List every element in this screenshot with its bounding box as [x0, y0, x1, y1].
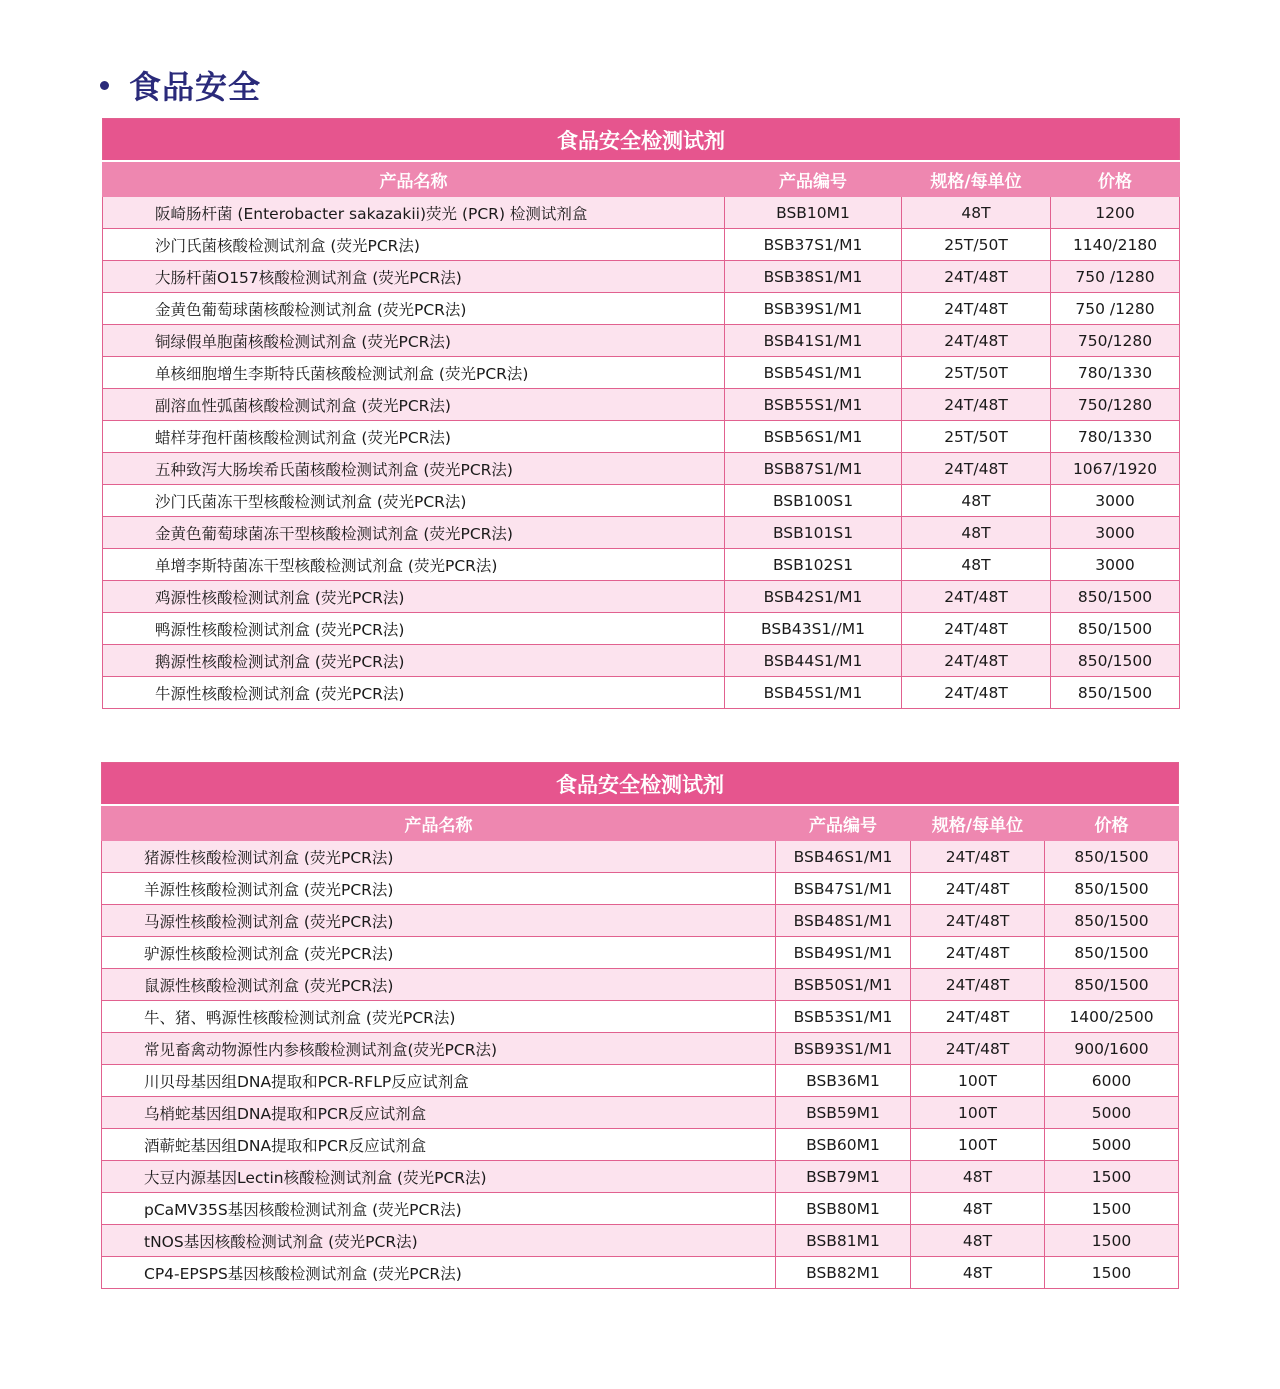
- product-code-cell: BSB101S1: [725, 517, 902, 549]
- product-code-cell: BSB37S1/M1: [725, 229, 902, 261]
- column-header-price: 价格: [1045, 805, 1179, 841]
- product-code-cell: BSB44S1/M1: [725, 645, 902, 677]
- table-row: [102, 1097, 1179, 1129]
- product-price-cell: 850/1500: [1045, 905, 1179, 937]
- product-code-cell: BSB56S1/M1: [725, 421, 902, 453]
- table-row: [103, 325, 1180, 357]
- product-name-cell: 乌梢蛇基因组DNA提取和PCR反应试剂盒: [102, 1097, 776, 1129]
- product-code-cell: BSB59M1: [776, 1097, 911, 1129]
- product-code-cell: BSB82M1: [776, 1257, 911, 1289]
- product-price-cell: 1067/1920: [1051, 453, 1180, 485]
- table-row: [103, 677, 1180, 709]
- product-spec-cell: 24T/48T: [911, 1001, 1045, 1033]
- product-name-cell: 川贝母基因组DNA提取和PCR-RFLP反应试剂盒: [102, 1065, 776, 1097]
- table-row: [102, 1225, 1179, 1257]
- product-code-cell: BSB42S1/M1: [725, 581, 902, 613]
- product-name-cell: 铜绿假单胞菌核酸检测试剂盒 (荧光PCR法): [103, 325, 725, 357]
- product-name-cell: 牛、猪、鸭源性核酸检测试剂盒 (荧光PCR法): [102, 1001, 776, 1033]
- product-code-cell: BSB87S1/M1: [725, 453, 902, 485]
- product-name-cell: 五种致泻大肠埃希氏菌核酸检测试剂盒 (荧光PCR法): [103, 453, 725, 485]
- product-name-cell: 单增李斯特菌冻干型核酸检测试剂盒 (荧光PCR法): [103, 549, 725, 581]
- product-name-cell: 阪崎肠杆菌 (Enterobacter sakazakii)荧光 (PCR) 检测试剂盒: [103, 197, 725, 229]
- product-name-cell: 金黄色葡萄球菌核酸检测试剂盒 (荧光PCR法): [103, 293, 725, 325]
- product-code-cell: BSB81M1: [776, 1225, 911, 1257]
- table-row: [103, 357, 1180, 389]
- product-spec-cell: 48T: [911, 1161, 1045, 1193]
- product-name-cell: tNOS基因核酸检测试剂盒 (荧光PCR法): [102, 1225, 776, 1257]
- product-spec-cell: 24T/48T: [911, 841, 1045, 873]
- product-code-cell: BSB36M1: [776, 1065, 911, 1097]
- product-name-cell: 猪源性核酸检测试剂盒 (荧光PCR法): [102, 841, 776, 873]
- product-spec-cell: 100T: [911, 1097, 1045, 1129]
- product-code-cell: BSB43S1//M1: [725, 613, 902, 645]
- product-spec-cell: 48T: [911, 1225, 1045, 1257]
- product-code-cell: BSB45S1/M1: [725, 677, 902, 709]
- table-row: [102, 905, 1179, 937]
- product-code-cell: BSB39S1/M1: [725, 293, 902, 325]
- product-price-cell: 850/1500: [1051, 581, 1180, 613]
- product-spec-cell: 25T/50T: [902, 421, 1051, 453]
- product-code-cell: BSB46S1/M1: [776, 841, 911, 873]
- product-name-cell: 鸡源性核酸检测试剂盒 (荧光PCR法): [103, 581, 725, 613]
- table-row: [102, 1001, 1179, 1033]
- column-header-code: 产品编号: [725, 161, 902, 197]
- product-code-cell: BSB47S1/M1: [776, 873, 911, 905]
- product-code-cell: BSB80M1: [776, 1193, 911, 1225]
- table-row: [102, 937, 1179, 969]
- product-price-cell: 6000: [1045, 1065, 1179, 1097]
- product-spec-cell: 24T/48T: [902, 613, 1051, 645]
- table-title: 食品安全检测试剂: [102, 763, 1179, 806]
- table-row: [102, 1257, 1179, 1289]
- table-row: [102, 841, 1179, 873]
- product-price-cell: 750/1280: [1051, 325, 1180, 357]
- table-row: [103, 421, 1180, 453]
- product-spec-cell: 24T/48T: [911, 873, 1045, 905]
- product-name-cell: 大豆内源基因Lectin核酸检测试剂盒 (荧光PCR法): [102, 1161, 776, 1193]
- product-name-cell: 大肠杆菌O157核酸检测试剂盒 (荧光PCR法): [103, 261, 725, 293]
- product-spec-cell: 48T: [902, 517, 1051, 549]
- table-row: [103, 581, 1180, 613]
- product-spec-cell: 24T/48T: [902, 389, 1051, 421]
- product-code-cell: BSB55S1/M1: [725, 389, 902, 421]
- product-spec-cell: 24T/48T: [911, 937, 1045, 969]
- column-header-price: 价格: [1051, 161, 1180, 197]
- product-name-cell: 沙门氏菌冻干型核酸检测试剂盒 (荧光PCR法): [103, 485, 725, 517]
- product-code-cell: BSB60M1: [776, 1129, 911, 1161]
- product-name-cell: CP4-EPSPS基因核酸检测试剂盒 (荧光PCR法): [102, 1257, 776, 1289]
- product-name-cell: 马源性核酸检测试剂盒 (荧光PCR法): [102, 905, 776, 937]
- product-price-cell: 3000: [1051, 485, 1180, 517]
- column-header-name: 产品名称: [102, 805, 776, 841]
- product-price-cell: 3000: [1051, 517, 1180, 549]
- product-code-cell: BSB100S1: [725, 485, 902, 517]
- table-row: [102, 1129, 1179, 1161]
- bullet-icon: [100, 81, 109, 90]
- product-name-cell: 常见畜禽动物源性内参核酸检测试剂盒(荧光PCR法): [102, 1033, 776, 1065]
- product-price-cell: 1500: [1045, 1225, 1179, 1257]
- table-row: [103, 229, 1180, 261]
- product-spec-cell: 24T/48T: [911, 905, 1045, 937]
- product-price-cell: 1500: [1045, 1193, 1179, 1225]
- column-header-spec: 规格/每单位: [902, 161, 1051, 197]
- product-name-cell: 鹅源性核酸检测试剂盒 (荧光PCR法): [103, 645, 725, 677]
- column-header-name: 产品名称: [103, 161, 725, 197]
- column-header-spec: 规格/每单位: [911, 805, 1045, 841]
- product-price-cell: 5000: [1045, 1097, 1179, 1129]
- product-price-cell: 5000: [1045, 1129, 1179, 1161]
- product-name-cell: 驴源性核酸检测试剂盒 (荧光PCR法): [102, 937, 776, 969]
- product-spec-cell: 24T/48T: [902, 453, 1051, 485]
- product-spec-cell: 24T/48T: [911, 1033, 1045, 1065]
- product-price-cell: 850/1500: [1051, 613, 1180, 645]
- product-price-cell: 1200: [1051, 197, 1180, 229]
- product-price-cell: 900/1600: [1045, 1033, 1179, 1065]
- table-body: [103, 197, 1180, 709]
- product-name-cell: 羊源性核酸检测试剂盒 (荧光PCR法): [102, 873, 776, 905]
- product-price-cell: 1140/2180: [1051, 229, 1180, 261]
- product-code-cell: BSB10M1: [725, 197, 902, 229]
- product-name-cell: 金黄色葡萄球菌冻干型核酸检测试剂盒 (荧光PCR法): [103, 517, 725, 549]
- product-name-cell: 单核细胞增生李斯特氏菌核酸检测试剂盒 (荧光PCR法): [103, 357, 725, 389]
- product-price-cell: 850/1500: [1045, 841, 1179, 873]
- product-spec-cell: 48T: [902, 485, 1051, 517]
- product-spec-cell: 24T/48T: [911, 969, 1045, 1001]
- product-price-cell: 750 /1280: [1051, 261, 1180, 293]
- product-price-cell: 780/1330: [1051, 357, 1180, 389]
- table-row: [103, 517, 1180, 549]
- product-price-cell: 780/1330: [1051, 421, 1180, 453]
- table-row: [103, 453, 1180, 485]
- product-spec-cell: 100T: [911, 1129, 1045, 1161]
- product-spec-cell: 48T: [911, 1257, 1045, 1289]
- product-price-cell: 750/1280: [1051, 389, 1180, 421]
- product-code-cell: BSB93S1/M1: [776, 1033, 911, 1065]
- table-row: [102, 969, 1179, 1001]
- product-code-cell: BSB41S1/M1: [725, 325, 902, 357]
- product-name-cell: 沙门氏菌核酸检测试剂盒 (荧光PCR法): [103, 229, 725, 261]
- table-row: [103, 293, 1180, 325]
- product-spec-cell: 24T/48T: [902, 581, 1051, 613]
- table-row: [103, 261, 1180, 293]
- table-row: [103, 485, 1180, 517]
- product-spec-cell: 48T: [911, 1193, 1045, 1225]
- table-row: [102, 1161, 1179, 1193]
- product-code-cell: BSB48S1/M1: [776, 905, 911, 937]
- product-spec-cell: 100T: [911, 1065, 1045, 1097]
- product-code-cell: BSB102S1: [725, 549, 902, 581]
- product-table-1: [102, 118, 1180, 709]
- product-name-cell: pCaMV35S基因核酸检测试剂盒 (荧光PCR法): [102, 1193, 776, 1225]
- product-code-cell: BSB50S1/M1: [776, 969, 911, 1001]
- product-price-cell: 750 /1280: [1051, 293, 1180, 325]
- product-name-cell: 酒蕲蛇基因组DNA提取和PCR反应试剂盒: [102, 1129, 776, 1161]
- product-price-cell: 850/1500: [1045, 969, 1179, 1001]
- product-code-cell: BSB54S1/M1: [725, 357, 902, 389]
- product-spec-cell: 24T/48T: [902, 645, 1051, 677]
- section-heading: [100, 62, 261, 108]
- product-table-2: [101, 762, 1179, 1289]
- table-row: [103, 549, 1180, 581]
- product-name-cell: 鼠源性核酸检测试剂盒 (荧光PCR法): [102, 969, 776, 1001]
- table-row: [102, 873, 1179, 905]
- product-name-cell: 鸭源性核酸检测试剂盒 (荧光PCR法): [103, 613, 725, 645]
- product-spec-cell: 24T/48T: [902, 325, 1051, 357]
- product-spec-cell: 25T/50T: [902, 357, 1051, 389]
- table-row: [103, 645, 1180, 677]
- table-row: [103, 197, 1180, 229]
- product-price-cell: 1500: [1045, 1161, 1179, 1193]
- product-price-cell: 850/1500: [1051, 677, 1180, 709]
- table-row: [103, 613, 1180, 645]
- product-price-cell: 850/1500: [1045, 873, 1179, 905]
- product-price-cell: 1500: [1045, 1257, 1179, 1289]
- product-name-cell: 牛源性核酸检测试剂盒 (荧光PCR法): [103, 677, 725, 709]
- table-row: [102, 1033, 1179, 1065]
- table-title: 食品安全检测试剂: [103, 119, 1180, 162]
- product-spec-cell: 24T/48T: [902, 261, 1051, 293]
- product-price-cell: 850/1500: [1051, 645, 1180, 677]
- table-row: [103, 389, 1180, 421]
- table-body: [102, 841, 1179, 1289]
- product-spec-cell: 48T: [902, 549, 1051, 581]
- product-code-cell: BSB38S1/M1: [725, 261, 902, 293]
- product-spec-cell: 48T: [902, 197, 1051, 229]
- product-price-cell: 850/1500: [1045, 937, 1179, 969]
- table-row: [102, 1193, 1179, 1225]
- table-row: [102, 1065, 1179, 1097]
- product-spec-cell: 25T/50T: [902, 229, 1051, 261]
- column-header-code: 产品编号: [776, 805, 911, 841]
- product-price-cell: 3000: [1051, 549, 1180, 581]
- product-spec-cell: 24T/48T: [902, 677, 1051, 709]
- product-code-cell: BSB79M1: [776, 1161, 911, 1193]
- product-name-cell: 蜡样芽孢杆菌核酸检测试剂盒 (荧光PCR法): [103, 421, 725, 453]
- product-name-cell: 副溶血性弧菌核酸检测试剂盒 (荧光PCR法): [103, 389, 725, 421]
- product-code-cell: BSB49S1/M1: [776, 937, 911, 969]
- product-code-cell: BSB53S1/M1: [776, 1001, 911, 1033]
- product-spec-cell: 24T/48T: [902, 293, 1051, 325]
- section-title: 食品安全: [129, 68, 262, 106]
- product-price-cell: 1400/2500: [1045, 1001, 1179, 1033]
